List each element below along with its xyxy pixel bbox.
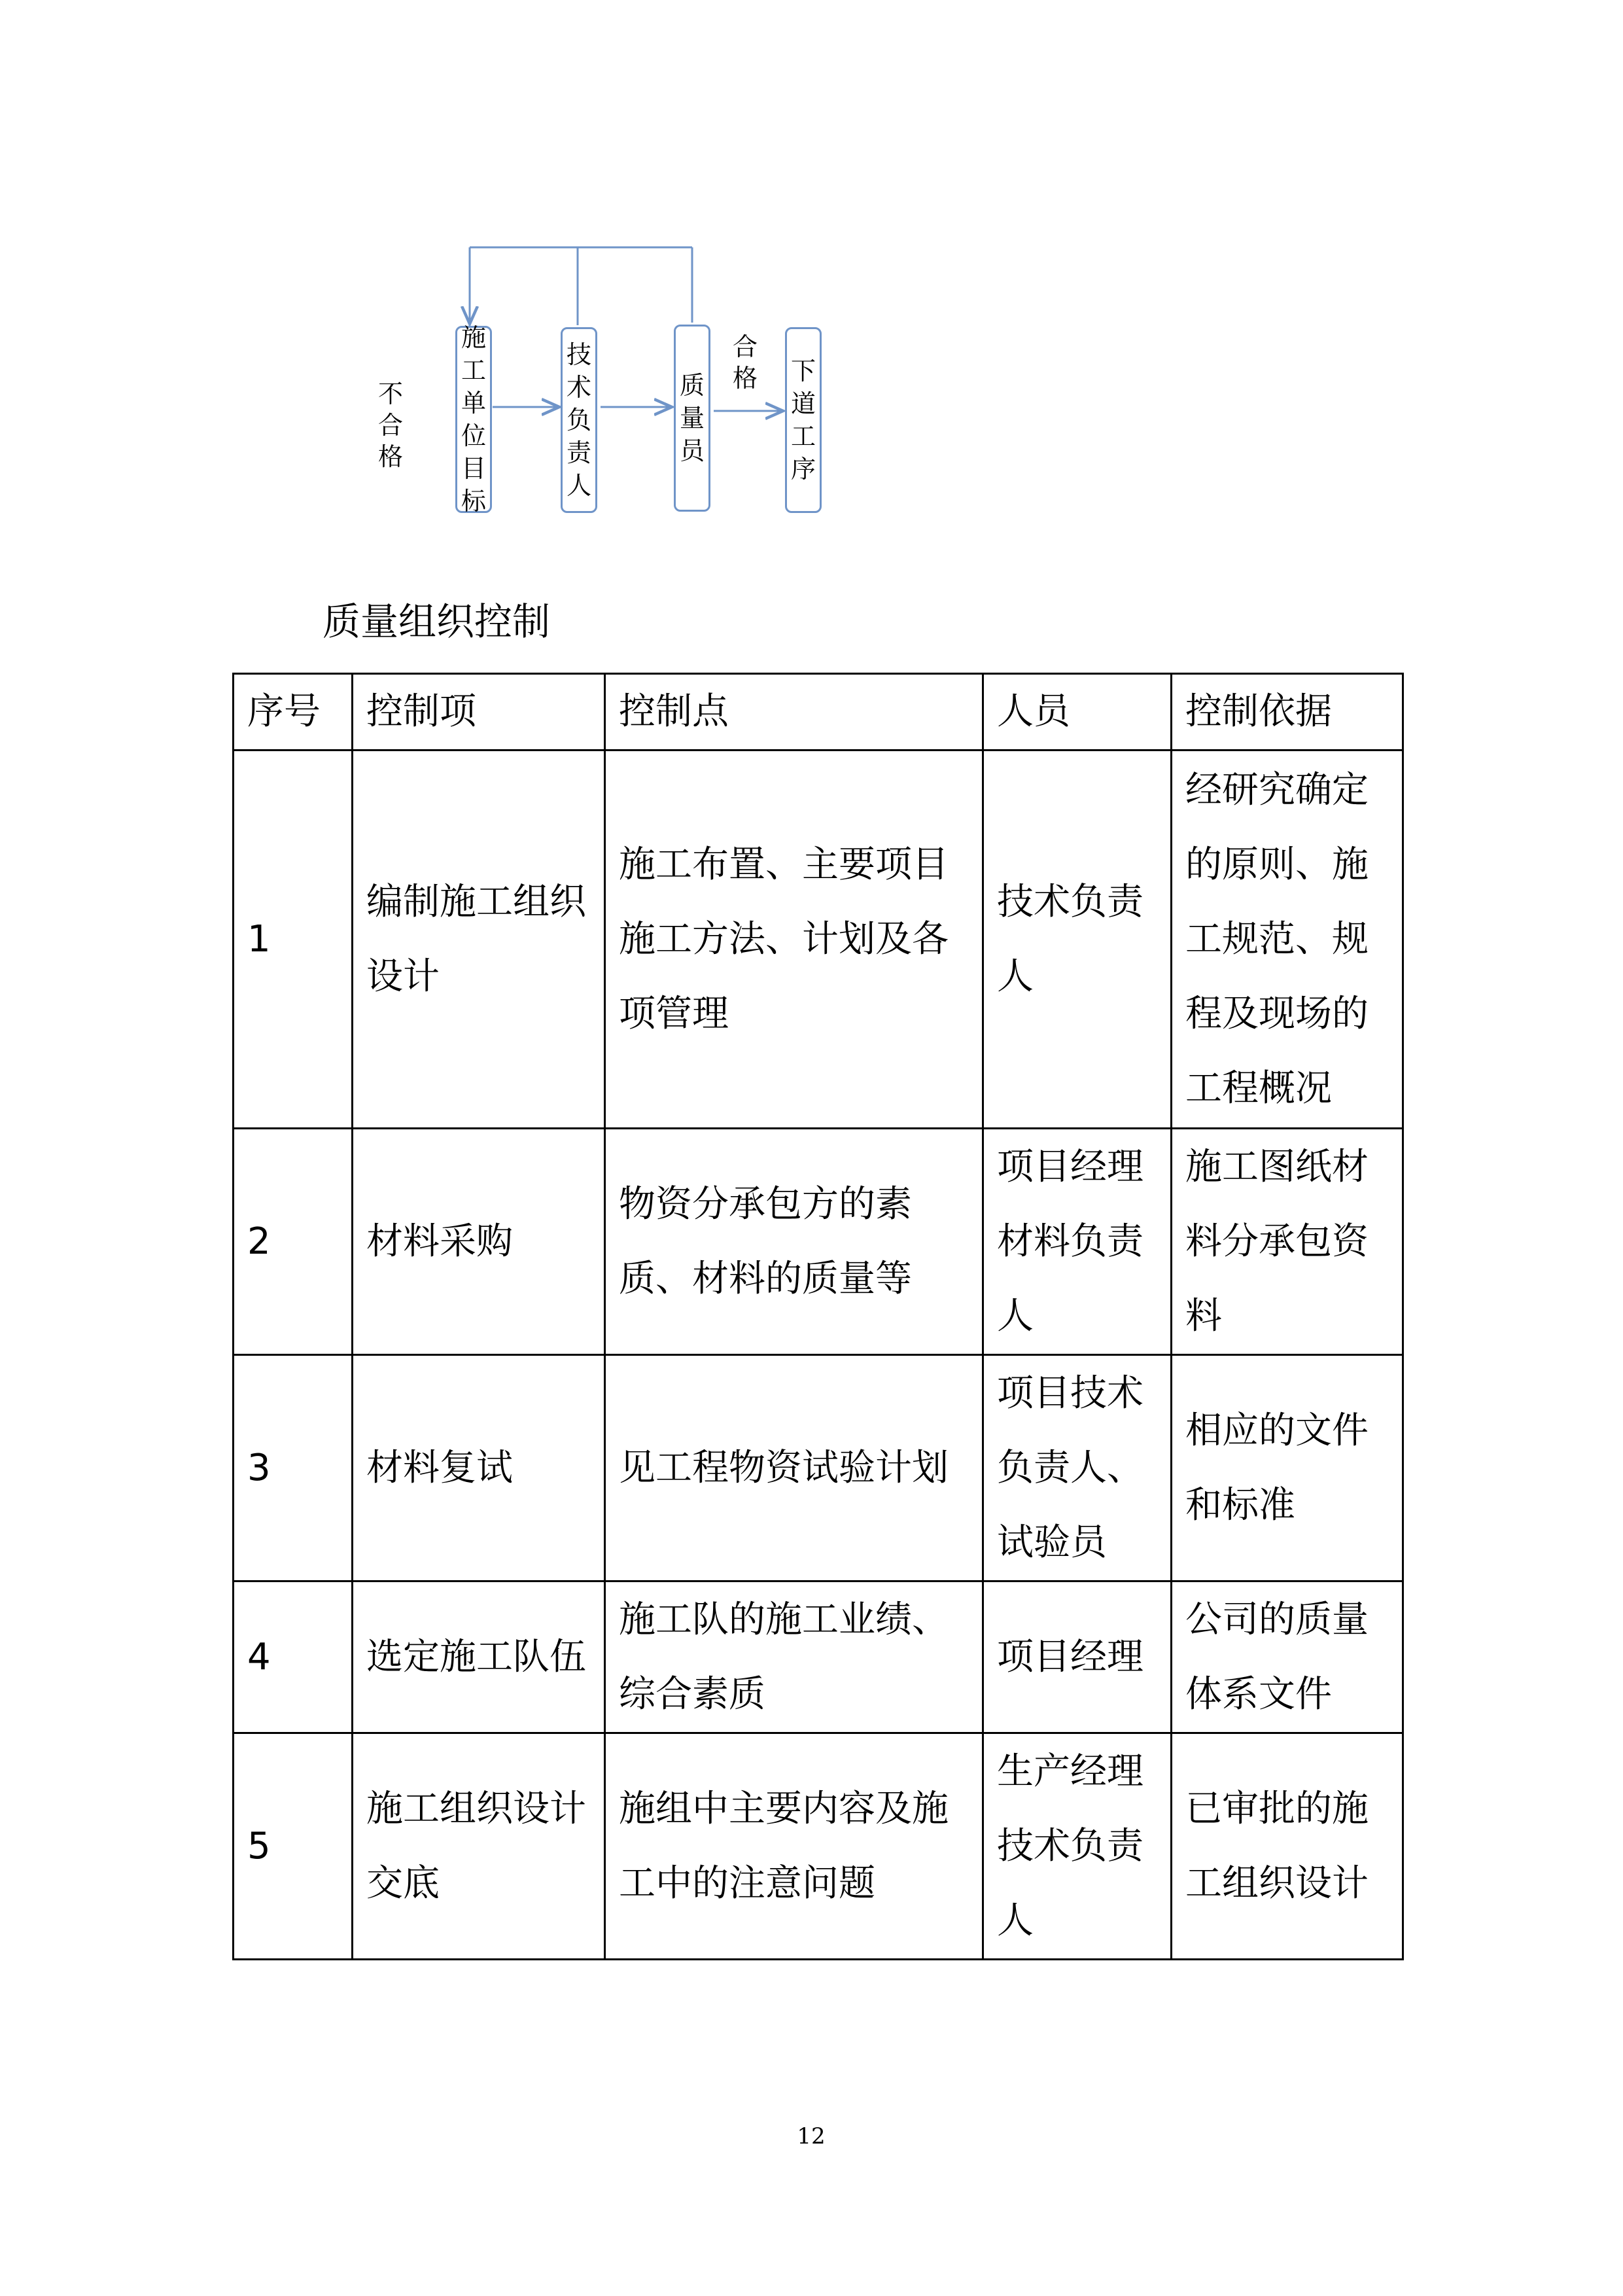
cell-seq: 2	[234, 1129, 353, 1355]
flow-box-label: 施工单位目标	[461, 323, 486, 516]
cell-control-basis: 相应的文件和标准	[1172, 1355, 1403, 1581]
flow-box-label: 质量员	[679, 371, 705, 465]
cell-personnel: 技术负责人	[983, 751, 1172, 1129]
cell-control-item: 选定施工队伍	[353, 1581, 605, 1733]
cell-control-point: 物资分承包方的素质、材料的质量等	[605, 1129, 983, 1355]
cell-seq: 1	[234, 751, 353, 1129]
table-header-row	[234, 674, 1403, 751]
flow-box-label: 技术负责人	[566, 340, 591, 500]
header-control-item: 控制项	[353, 674, 605, 751]
page-number: 12	[797, 2123, 826, 2149]
flow-box-next-process	[785, 327, 822, 513]
cell-control-basis: 公司的质量体系文件	[1172, 1581, 1403, 1733]
cell-control-basis: 已审批的施工组织设计	[1172, 1733, 1403, 1960]
cell-control-basis: 施工图纸材料分承包资料	[1172, 1129, 1403, 1355]
cell-control-point: 见工程物资试验计划	[605, 1355, 983, 1581]
header-personnel: 人员	[983, 674, 1172, 751]
header-control-basis: 控制依据	[1172, 674, 1403, 751]
cell-personnel: 项目经理	[983, 1581, 1172, 1733]
cell-seq: 3	[234, 1355, 353, 1581]
cell-control-item: 材料复试	[353, 1355, 605, 1581]
cell-seq: 5	[234, 1733, 353, 1960]
table-row	[234, 1581, 1403, 1733]
cell-control-point: 施工队的施工业绩、综合素质	[605, 1581, 983, 1733]
flow-box-quality-inspector	[674, 325, 710, 512]
flow-box-technical-lead	[561, 327, 597, 513]
cell-personnel: 生产经理技术负责人	[983, 1733, 1172, 1960]
flow-box-label: 下道工序	[790, 357, 816, 484]
header-control-point: 控制点	[605, 674, 983, 751]
quality-flowchart	[0, 0, 1623, 537]
quality-control-table	[232, 673, 1404, 1960]
table-row	[234, 1129, 1403, 1355]
cell-control-point: 施工布置、主要项目施工方法、计划及各项管理	[605, 751, 983, 1129]
cell-control-item: 施工组织设计交底	[353, 1733, 605, 1960]
fail-label: 不合格	[377, 380, 403, 471]
table-row	[234, 1733, 1403, 1960]
cell-control-basis: 经研究确定的原则、施工规范、规程及现场的工程概况	[1172, 751, 1403, 1129]
table-row	[234, 1355, 1403, 1581]
cell-control-item: 编制施工组织设计	[353, 751, 605, 1129]
table-row	[234, 751, 1403, 1129]
cell-seq: 4	[234, 1581, 353, 1733]
flow-box-construction-target	[455, 323, 492, 516]
cell-control-point: 施组中主要内容及施工中的注意问题	[605, 1733, 983, 1960]
header-seq: 序号	[234, 674, 353, 751]
cell-control-item: 材料采购	[353, 1129, 605, 1355]
cell-personnel: 项目技术负责人、试验员	[983, 1355, 1172, 1581]
table-title: 质量组织控制	[323, 599, 551, 644]
cell-personnel: 项目经理材料负责人	[983, 1129, 1172, 1355]
pass-label: 合格	[732, 332, 758, 393]
